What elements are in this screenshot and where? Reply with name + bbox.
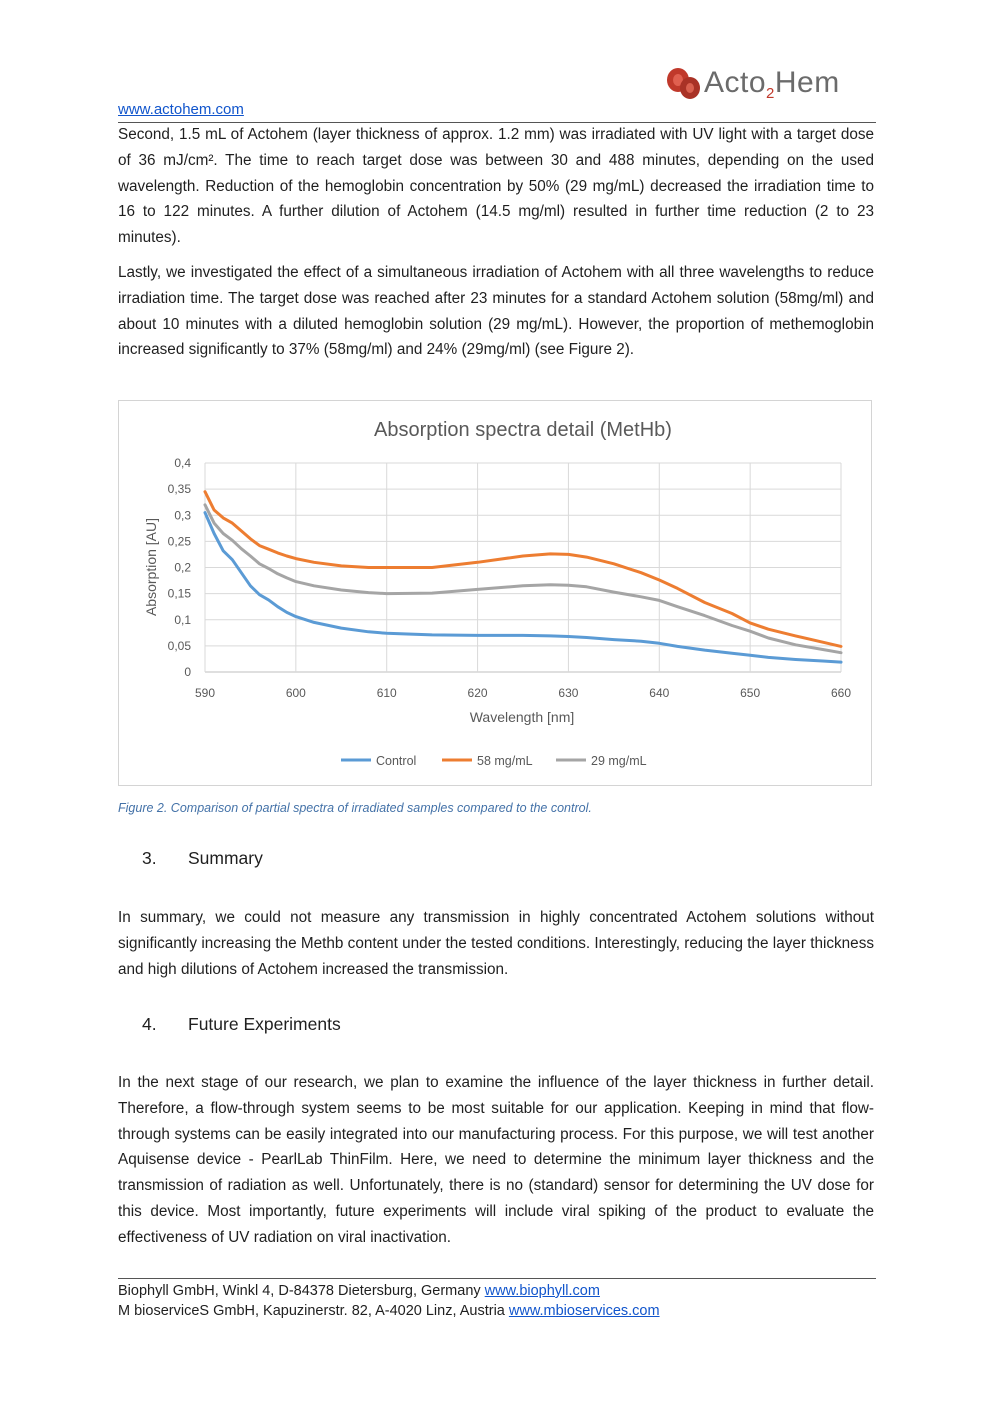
y-tick-label: 0,3	[174, 508, 191, 523]
y-tick-label: 0,35	[167, 482, 191, 497]
chart-series	[205, 492, 841, 662]
figure-caption: Figure 2. Comparison of partial spectra of irradiated samples compared to the control.	[118, 801, 592, 815]
y-tick-label: 0,4	[174, 456, 191, 470]
x-tick-label: 600	[285, 686, 306, 700]
logo-suffix: Hem	[774, 66, 840, 99]
footer-address-text: M bioserviceS GmbH, Kapuzinerstr. 82, A-4020 Linz, Austria	[118, 1303, 509, 1319]
footer-address-mbioservices	[118, 1303, 660, 1319]
x-tick-label: 610	[376, 686, 397, 700]
blood-cells-icon	[664, 64, 706, 104]
logo-sub: 2	[766, 85, 775, 102]
section-number: 4.	[142, 1014, 157, 1034]
footer-address-biophyll	[118, 1283, 600, 1299]
website-link[interactable]: www.actohem.com	[118, 101, 244, 118]
paragraph-summary: In summary, we could not measure any transmission in highly concentrated Actohem solutions without significantly increasing the Methb content under the tested conditions. Interestingly, reducing the layer thickness and high dilutions of Actohem increased the transmission.	[118, 909, 874, 978]
y-tick-label: 0,05	[167, 638, 191, 653]
x-tick-label: 650	[740, 686, 761, 700]
biophyll-link[interactable]: www.biophyll.com	[484, 1283, 600, 1299]
paragraph-future-experiments: In the next stage of our research, we plan to examine the influence of the layer thickness in further detail. Therefore, a flow-through system seems to be most suitable for our application. Keeping in mind that flow-through systems can be easily integrated into our manufacturing process. For this purpose, we will test another Aquisense device - PearlLab ThinFilm. Here, we need to determine the minimum layer thickness and the transmission of radiation as well. Unfortunately, there is no (standard) sensor for determining the UV dose for this device. Most importantly, future experiments will include viral spiking of the product to evaluate the effectiveness of UV radiation on viral inactivation.	[118, 1074, 874, 1246]
absorption-chart	[118, 400, 872, 786]
footer-divider	[118, 1278, 876, 1279]
logo-prefix: Acto	[704, 66, 767, 99]
chart-title: Absorption spectra detail (MetHb)	[374, 419, 672, 441]
footer-address-text: Biophyll GmbH, Winkl 4, D-84378 Dietersburg, Germany	[118, 1283, 485, 1299]
x-tick-label: 640	[649, 686, 670, 700]
y-tick-label: 0	[184, 665, 191, 679]
x-axis-label: Wavelength [nm]	[469, 709, 575, 725]
series-line	[205, 513, 841, 663]
x-tick-label: 630	[558, 686, 579, 700]
paragraph-simultaneous: Lastly, we investigated the effect of a simultaneous irradiation of Actohem with all three wavelengths to reduce irradiation time. The target dose was reached after 23 minutes for a standard Actohem solution (58mg/ml) and about 10 minutes with a diluted hemoglobin solution (29 mg/mL). However, the proportion of methemoglobin increased significantly to 37% (58mg/ml) and 24% (29mg/ml) (see Figure 2).	[118, 264, 874, 359]
x-tick-label: 660	[830, 686, 852, 700]
chart-grid	[205, 463, 841, 672]
y-tick-label: 0,15	[167, 586, 191, 601]
chart-canvas	[119, 401, 871, 785]
section-heading-summary	[142, 848, 263, 869]
section-heading-future-experiments	[142, 1014, 341, 1035]
y-axis-label: Absorption [AU]	[143, 517, 159, 617]
section-title: Summary	[188, 848, 263, 868]
x-tick-label: 620	[467, 686, 488, 700]
chart-ticks	[168, 456, 852, 700]
company-logo	[664, 62, 844, 106]
legend-label: 29 mg/mL	[591, 754, 647, 768]
chart-legend	[341, 754, 647, 768]
series-line	[205, 505, 841, 653]
legend-label: Control	[376, 754, 417, 768]
y-tick-label: 0,2	[174, 560, 191, 575]
legend-label: 58 mg/mL	[477, 754, 533, 768]
paragraph-irradiation: Second, 1.5 mL of Actohem (layer thickness of approx. 1.2 mm) was irradiated with UV light with a target dose of 36 mJ/cm². The time to reach target dose was between 30 and 488 minutes, depending on the used wavelength. Reduction of the hemoglobin concentration by 50% (29 mg/mL) decreased the irradiation time to 16 to 122 minutes. A further dilution of Actohem (14.5 mg/ml) resulted in further time reduction (2 to 23 minutes).	[118, 126, 874, 247]
section-number: 3.	[142, 848, 157, 868]
x-tick-label: 590	[194, 686, 216, 700]
y-tick-label: 0,1	[174, 612, 191, 627]
y-tick-label: 0,25	[167, 534, 191, 549]
mbioservices-link[interactable]: www.mbioservices.com	[508, 1303, 660, 1319]
section-title: Future Experiments	[188, 1014, 341, 1034]
logo-wordmark	[704, 66, 840, 102]
